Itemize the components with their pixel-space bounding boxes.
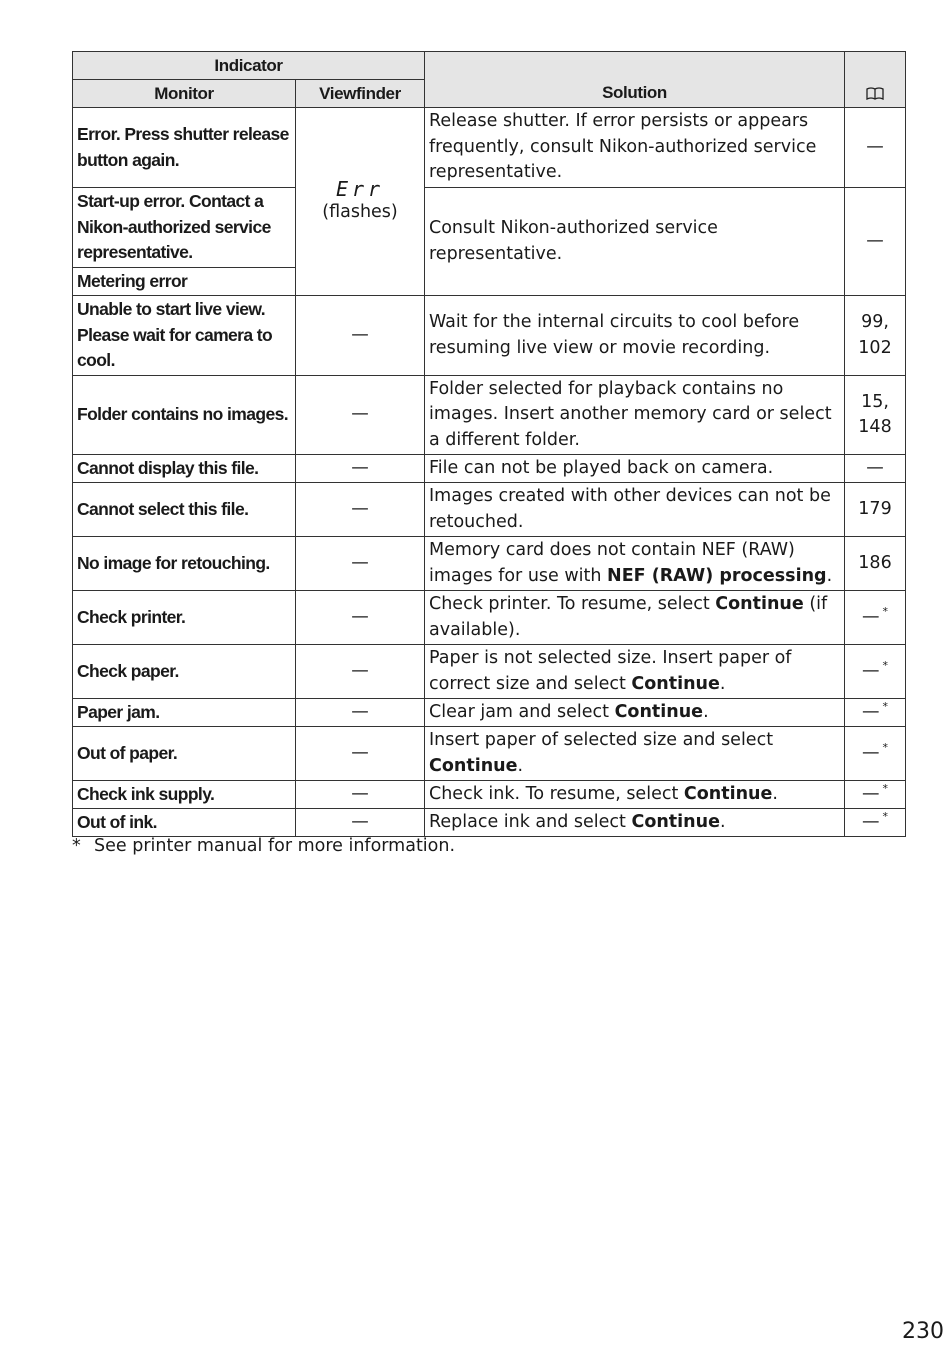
- menu-option-name: Continue: [429, 755, 518, 776]
- monitor-message: Error. Press shutter release button again.: [73, 108, 296, 188]
- menu-option-name: Continue: [631, 673, 720, 694]
- monitor-message: Cannot display this file.: [73, 455, 296, 483]
- monitor-message: Check ink supply.: [73, 781, 296, 809]
- table-row: [73, 188, 906, 268]
- monitor-message: Check printer.: [73, 591, 296, 645]
- solution-text: Images created with other devices can not be retouched.: [425, 483, 845, 537]
- table-row: [73, 591, 906, 645]
- viewfinder-indicator: —: [296, 699, 425, 727]
- table-row: [73, 483, 906, 537]
- footnote-marker: *: [882, 809, 888, 823]
- solution-text: Consult Nikon-authorized service representative.: [425, 188, 845, 296]
- page-reference-header: [845, 52, 906, 108]
- table-row: [73, 376, 906, 455]
- footnote-marker: *: [882, 740, 888, 754]
- solution-text: Paper is not selected size. Insert paper of correct size and select Continue.: [425, 645, 845, 699]
- monitor-message: Unable to start live view. Please wait for camera to cool.: [73, 296, 296, 376]
- viewfinder-indicator: [296, 108, 425, 296]
- monitor-message: Out of paper.: [73, 727, 296, 781]
- monitor-message: Out of ink.: [73, 809, 296, 837]
- viewfinder-indicator: —: [296, 376, 425, 455]
- solution-text: Insert paper of selected size and select Continue.: [425, 727, 845, 781]
- monitor-message: Check paper.: [73, 645, 296, 699]
- viewfinder-indicator: —: [296, 296, 425, 376]
- menu-option-name: Continue: [631, 811, 720, 832]
- page-reference: — *: [845, 591, 906, 645]
- solution-text: Check printer. To resume, select Continue (if available).: [425, 591, 845, 645]
- monitor-message: Start-up error. Contact a Nikon-authorized service representative.: [73, 188, 296, 268]
- footnote-marker: *: [882, 604, 888, 618]
- solution-text: Memory card does not contain NEF (RAW) images for use with NEF (RAW) processing.: [425, 537, 845, 591]
- table-row: [73, 296, 906, 376]
- solution-text: Replace ink and select Continue.: [425, 809, 845, 837]
- table-row: [73, 699, 906, 727]
- solution-text: Release shutter. If error persists or appears frequently, consult Nikon-authorized service representative.: [425, 108, 845, 188]
- err-note: (flashes): [322, 201, 398, 222]
- viewfinder-header: Viewfinder: [296, 80, 425, 108]
- viewfinder-indicator: —: [296, 455, 425, 483]
- page-reference: 186: [845, 537, 906, 591]
- viewfinder-indicator: —: [296, 727, 425, 781]
- solution-header: Solution: [425, 52, 845, 108]
- menu-option-name: Continue: [683, 783, 773, 804]
- footnote-marker: *: [882, 781, 888, 795]
- page-reference: 99, 102: [845, 296, 906, 376]
- monitor-message: Cannot select this file.: [73, 483, 296, 537]
- viewfinder-indicator: —: [296, 645, 425, 699]
- monitor-message: Paper jam.: [73, 699, 296, 727]
- page-reference: — *: [845, 727, 906, 781]
- solution-text: Check ink. To resume, select Continue.: [425, 781, 845, 809]
- footnote-marker: *: [882, 699, 888, 713]
- table-row: [73, 645, 906, 699]
- table-row: [73, 537, 906, 591]
- footnote: [72, 833, 455, 859]
- solution-text: Clear jam and select Continue.: [425, 699, 845, 727]
- viewfinder-indicator: —: [296, 781, 425, 809]
- page-number: 230: [902, 1319, 944, 1344]
- menu-option-name: NEF (RAW) processing: [607, 565, 827, 586]
- table-row: [73, 781, 906, 809]
- page-reference: —: [845, 108, 906, 188]
- page-reference: — *: [845, 809, 906, 837]
- table-row: [73, 727, 906, 781]
- page-reference: 15, 148: [845, 376, 906, 455]
- solution-text: File can not be played back on camera.: [425, 455, 845, 483]
- page-reference: — *: [845, 645, 906, 699]
- viewfinder-indicator: —: [296, 809, 425, 837]
- error-message-table: [72, 51, 906, 837]
- monitor-message: Folder contains no images.: [73, 376, 296, 455]
- monitor-header: Monitor: [73, 80, 296, 108]
- page-reference: — *: [845, 781, 906, 809]
- menu-option-name: Continue: [614, 701, 704, 722]
- indicator-header: Indicator: [73, 52, 425, 80]
- monitor-message: Metering error: [73, 268, 296, 296]
- footnote-text: See printer manual for more information.: [94, 836, 456, 856]
- page-reference: 179: [845, 483, 906, 537]
- solution-text: Wait for the internal circuits to cool before resuming live view or movie recording.: [425, 296, 845, 376]
- page-reference: —: [845, 188, 906, 296]
- page-reference: — *: [845, 699, 906, 727]
- menu-option-name: Continue: [715, 594, 804, 614]
- footnote-mark: *: [72, 836, 81, 856]
- err-display: Err: [335, 176, 385, 201]
- table-row: [73, 455, 906, 483]
- page-reference: —: [845, 455, 906, 483]
- monitor-message: No image for retouching.: [73, 537, 296, 591]
- viewfinder-indicator: —: [296, 591, 425, 645]
- footnote-marker: *: [882, 658, 888, 672]
- solution-text: Folder selected for playback contains no images. Insert another memory card or select a different folder.: [425, 376, 845, 455]
- book-icon: [866, 87, 884, 100]
- viewfinder-indicator: —: [296, 537, 425, 591]
- table-row: [73, 108, 906, 188]
- viewfinder-indicator: —: [296, 483, 425, 537]
